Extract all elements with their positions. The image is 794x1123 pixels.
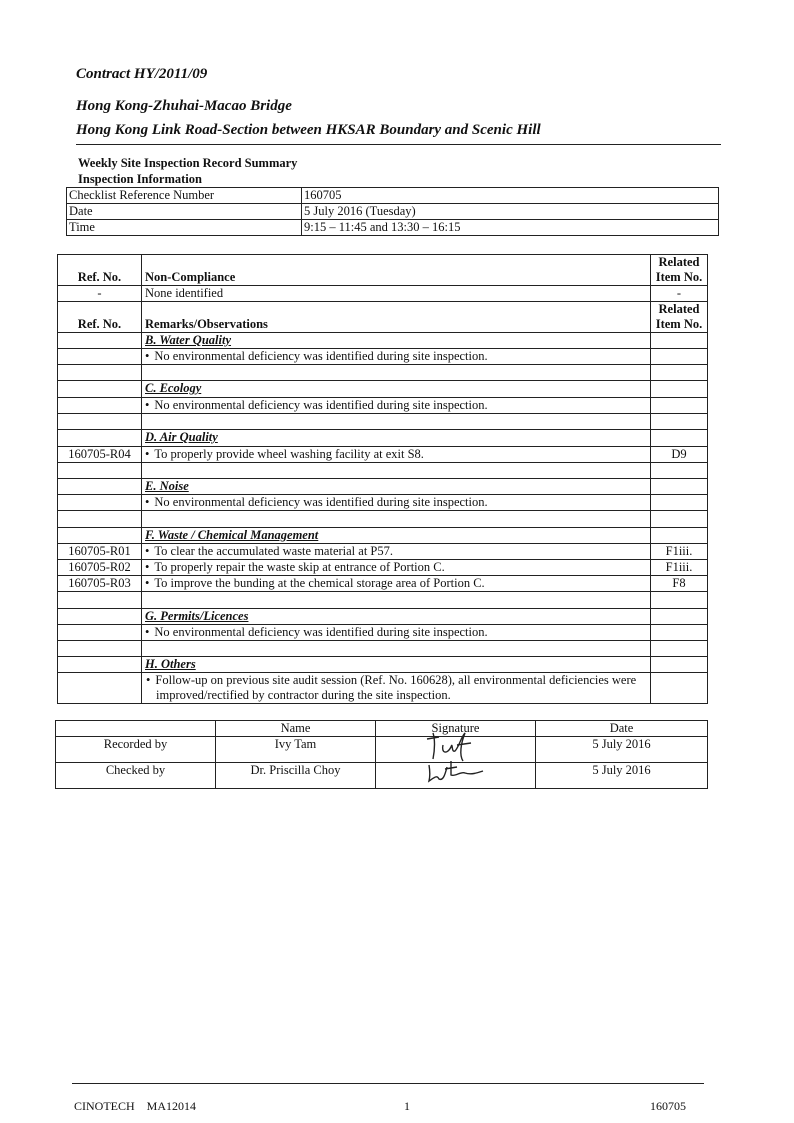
observation-text: • To properly repair the waste skip at entrance of Portion C. bbox=[142, 560, 651, 576]
observation-text: • To clear the accumulated waste material at P57. bbox=[142, 544, 651, 560]
item-cell: F8 bbox=[651, 576, 708, 592]
remarks-header-row bbox=[58, 302, 708, 333]
info-title: Inspection Information bbox=[78, 172, 202, 186]
ref-cell: 160705-R03 bbox=[58, 576, 142, 592]
observation-text: • To improve the bunding at the chemical storage area of Portion C. bbox=[142, 576, 651, 592]
signoff-header-row bbox=[56, 721, 708, 737]
section-title-row bbox=[58, 479, 708, 495]
section-others: H. Others bbox=[142, 657, 651, 673]
findings-table bbox=[57, 254, 708, 704]
section-title-row bbox=[58, 381, 708, 398]
ref-cell: 160705-R01 bbox=[58, 544, 142, 560]
inspection-info-table bbox=[66, 187, 719, 236]
noncompliance-header-row bbox=[58, 255, 708, 286]
item-cell: F1iii. bbox=[651, 544, 708, 560]
info-value: 5 July 2016 (Tuesday) bbox=[302, 204, 719, 220]
observation-row bbox=[58, 349, 708, 365]
item-cell: - bbox=[651, 286, 708, 302]
info-value: 160705 bbox=[302, 188, 719, 204]
noncompliance-row bbox=[58, 286, 708, 302]
observation-row bbox=[58, 447, 708, 463]
ref-cell: 160705-R02 bbox=[58, 560, 142, 576]
remarks-header: Remarks/Observations bbox=[142, 302, 651, 333]
page-number: 1 bbox=[404, 1099, 410, 1113]
info-row bbox=[67, 220, 719, 236]
spacer-row bbox=[58, 641, 708, 657]
section-waste: F. Waste / Chemical Management bbox=[142, 528, 651, 544]
observation-row bbox=[58, 576, 708, 592]
observation-text: • No environmental deficiency was identified during site inspection. bbox=[142, 625, 651, 641]
name-header: Name bbox=[216, 721, 376, 737]
section-title-row bbox=[58, 528, 708, 544]
section-ecology: C. Ecology bbox=[142, 381, 651, 398]
item-cell: D9 bbox=[651, 447, 708, 463]
observation-text: • No environmental deficiency was identified during site inspection. bbox=[142, 495, 651, 511]
project-title: Hong Kong-Zhuhai-Macao Bridge bbox=[76, 98, 292, 114]
spacer-row bbox=[58, 511, 708, 528]
noncompliance-header: Non-Compliance bbox=[142, 255, 651, 286]
date-cell: 5 July 2016 bbox=[536, 763, 708, 789]
observation-row bbox=[58, 544, 708, 560]
footer-reference: 160705 bbox=[650, 1099, 686, 1113]
observation-row bbox=[58, 495, 708, 511]
section-title-row bbox=[58, 333, 708, 349]
role-header bbox=[56, 721, 216, 737]
observation-row bbox=[58, 625, 708, 641]
ref-cell: 160705-R04 bbox=[58, 447, 142, 463]
role-cell: Recorded by bbox=[56, 737, 216, 763]
info-value: 9:15 – 11:45 and 13:30 – 16:15 bbox=[302, 220, 719, 236]
date-cell: 5 July 2016 bbox=[536, 737, 708, 763]
item-cell: F1iii. bbox=[651, 560, 708, 576]
observation-row bbox=[58, 560, 708, 576]
spacer-row bbox=[58, 592, 708, 609]
header-divider bbox=[76, 144, 721, 145]
observation-text: • Follow-up on previous site audit session (Ref. No. 160628), all environmental deficiencies were improved/rectified by contractor during the site inspection. bbox=[142, 673, 651, 704]
checked-row bbox=[56, 763, 708, 789]
observation-row bbox=[58, 673, 708, 704]
observation-text: • No environmental deficiency was identified during site inspection. bbox=[142, 349, 651, 365]
spacer-row bbox=[58, 365, 708, 381]
name-cell: Ivy Tam bbox=[216, 737, 376, 763]
description-cell: None identified bbox=[142, 286, 651, 302]
ref-header: Ref. No. bbox=[58, 302, 142, 333]
section-title-row bbox=[58, 657, 708, 673]
info-label: Date bbox=[67, 204, 302, 220]
handwritten-signature-icon bbox=[421, 755, 491, 785]
section-water-quality: B. Water Quality bbox=[142, 333, 651, 349]
name-cell: Dr. Priscilla Choy bbox=[216, 763, 376, 789]
section-title: Hong Kong Link Road-Section between HKSAR Boundary and Scenic Hill bbox=[76, 122, 541, 138]
section-title-row bbox=[58, 430, 708, 447]
footer-divider bbox=[72, 1083, 704, 1084]
signoff-table bbox=[55, 720, 708, 789]
section-noise: E. Noise bbox=[142, 479, 651, 495]
signature-checked bbox=[376, 763, 536, 789]
related-item-header: Related Item No. bbox=[651, 255, 708, 286]
section-title-row bbox=[58, 609, 708, 625]
record-title: Weekly Site Inspection Record Summary bbox=[78, 156, 298, 170]
related-item-header: Related Item No. bbox=[651, 302, 708, 333]
recorded-row bbox=[56, 737, 708, 763]
footer-company: CINOTECH MA12014 bbox=[74, 1099, 196, 1113]
ref-header: Ref. No. bbox=[58, 255, 142, 286]
info-row bbox=[67, 188, 719, 204]
info-label: Checklist Reference Number bbox=[67, 188, 302, 204]
observation-row bbox=[58, 398, 708, 414]
observation-text: • To properly provide wheel washing facility at exit S8. bbox=[142, 447, 651, 463]
date-header: Date bbox=[536, 721, 708, 737]
role-cell: Checked by bbox=[56, 763, 216, 789]
signature-header: Signature bbox=[376, 721, 536, 737]
contract-number: Contract HY/2011/09 bbox=[76, 66, 208, 82]
observation-text: • No environmental deficiency was identified during site inspection. bbox=[142, 398, 651, 414]
section-permits: G. Permits/Licences bbox=[142, 609, 651, 625]
info-row bbox=[67, 204, 719, 220]
spacer-row bbox=[58, 414, 708, 430]
section-air-quality: D. Air Quality bbox=[142, 430, 651, 447]
ref-cell: - bbox=[58, 286, 142, 302]
spacer-row bbox=[58, 463, 708, 479]
info-label: Time bbox=[67, 220, 302, 236]
